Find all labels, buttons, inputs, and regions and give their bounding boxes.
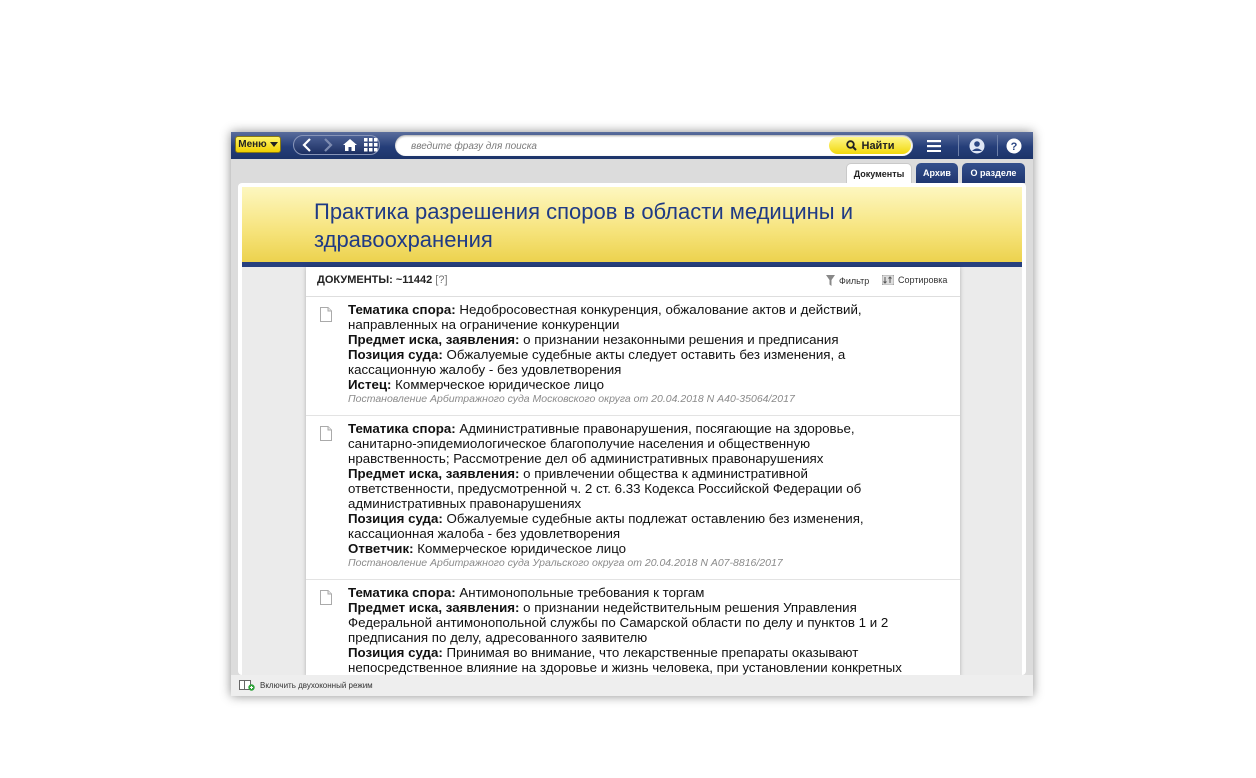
- app-window: [231, 132, 1033, 696]
- dispute-topic: Тематика спора: Недобросовестная конкуренция, обжалование актов и действий, направленных на ограничение конкуренции: [348, 302, 862, 332]
- dual-window-icon: [239, 680, 255, 691]
- documents-count: [317, 274, 448, 286]
- defendant: Ответчик: Коммерческое юридическое лицо: [348, 541, 627, 556]
- find-button-label: Найти: [861, 139, 895, 152]
- claim-subject: Предмет иска, заявления: о привлечении общества к административной ответственности, предусмотренной ч. 2 ст. 6.33 Кодекса Российской Федерации об административных правонарушениях: [348, 466, 862, 511]
- document-list-header: [306, 267, 960, 297]
- page-title: Практика разрешения споров в области медицины и здравоохранения: [314, 199, 853, 252]
- filter-button[interactable]: [826, 275, 869, 286]
- profile-button[interactable]: [966, 135, 988, 156]
- menu-button-label: Меню: [238, 139, 267, 150]
- plaintiff: Истец: Коммерческое юридическое лицо: [348, 377, 604, 392]
- documents-count-label: ДОКУМЕНТЫ: ~11442: [317, 274, 433, 286]
- funnel-icon: [826, 275, 835, 286]
- home-button[interactable]: [342, 137, 358, 153]
- menu-button[interactable]: [235, 136, 281, 153]
- document-icon: [320, 307, 332, 322]
- section-banner: [242, 187, 1022, 262]
- sort-label: Сортировка: [898, 275, 948, 285]
- list-menu-button[interactable]: [923, 135, 945, 156]
- toolbar: [231, 132, 1033, 159]
- sort-button[interactable]: [882, 275, 947, 285]
- help-button[interactable]: [1003, 135, 1025, 156]
- tab-documents[interactable]: [846, 163, 912, 183]
- forward-button[interactable]: [320, 137, 335, 153]
- document-icon: [320, 590, 332, 605]
- toolbar-divider: [958, 135, 959, 156]
- document-source: Постановление Арбитражного суда Московского округа от 20.04.2018 N А40-35064/2017: [348, 393, 795, 405]
- tab-label: Документы: [853, 168, 905, 179]
- court-position: Позиция суда: Принимая во внимание, что лекарственные препараты оказывают непосредственное влияние на здоровье и жизнь человека, при установлении конкретных: [348, 645, 902, 675]
- tab-about[interactable]: [962, 163, 1025, 183]
- sort-icon: [882, 275, 894, 285]
- user-icon: [969, 138, 985, 154]
- back-button[interactable]: [299, 137, 314, 153]
- document-icon: [320, 426, 332, 441]
- chevron-right-icon: [323, 138, 333, 152]
- help-icon: [1006, 138, 1022, 154]
- claim-subject: Предмет иска, заявления: о признании недействительным решения Управления Федеральной антимонопольной службы по Самарской области по делу и пунктов 1 и 2 предписания по делу, адресованного заявителю: [348, 600, 889, 645]
- court-position: Позиция суда: Обжалуемые судебные акты подлежат оставлению без изменения, кассационная жалоба - без удовлетворения: [348, 511, 864, 541]
- document-list: [306, 267, 960, 675]
- claim-subject: Предмет иска, заявления: о признании незаконными решения и предписания: [348, 332, 839, 347]
- left-margin: [242, 267, 306, 675]
- tab-label: О разделе: [970, 168, 1017, 178]
- status-bar: [231, 675, 1033, 696]
- chevron-left-icon: [302, 138, 312, 152]
- search-icon: [846, 140, 857, 151]
- document-source: Постановление Арбитражного суда Уральского округа от 20.04.2018 N А07-8816/2017: [348, 557, 783, 569]
- apps-button[interactable]: [364, 137, 379, 153]
- document-summary: [348, 421, 908, 571]
- document-summary: [348, 302, 908, 407]
- dispute-topic: Тематика спора: Антимонопольные требования к торгам: [348, 585, 705, 600]
- tab-label: Архив: [923, 168, 951, 178]
- document-summary: [348, 585, 908, 675]
- content-panel: [238, 183, 1026, 675]
- dual-window-label: Включить двухоконный режим: [260, 681, 373, 690]
- find-button[interactable]: [829, 137, 911, 154]
- search-input[interactable]: [409, 138, 813, 155]
- caret-down-icon: [270, 142, 278, 147]
- list-item[interactable]: [306, 416, 960, 580]
- tab-archive[interactable]: [916, 163, 958, 183]
- dual-window-toggle[interactable]: [239, 680, 373, 691]
- dispute-topic: Тематика спора: Административные правонарушения, посягающие на здоровье, санитарно-эпидемиологическое благополучие населения и общественную нравственность; Рассмотрение дел об административных правонарушениях: [348, 421, 855, 466]
- list-item[interactable]: [306, 297, 960, 416]
- filter-label: Фильтр: [839, 275, 870, 286]
- list-item[interactable]: [306, 580, 960, 675]
- grid-icon: [364, 138, 378, 152]
- home-icon: [342, 138, 358, 152]
- toolbar-divider: [997, 135, 998, 156]
- hamburger-icon: [927, 140, 941, 152]
- help-link[interactable]: [?]: [435, 274, 448, 286]
- svg-text:?: ?: [1010, 140, 1018, 153]
- navigation-group: [293, 135, 380, 155]
- search-box: [395, 135, 913, 156]
- right-margin: [960, 267, 1022, 675]
- court-position: Позиция суда: Обжалуемые судебные акты следует оставить без изменения, а кассационную жалобу - без удовлетворения: [348, 347, 846, 377]
